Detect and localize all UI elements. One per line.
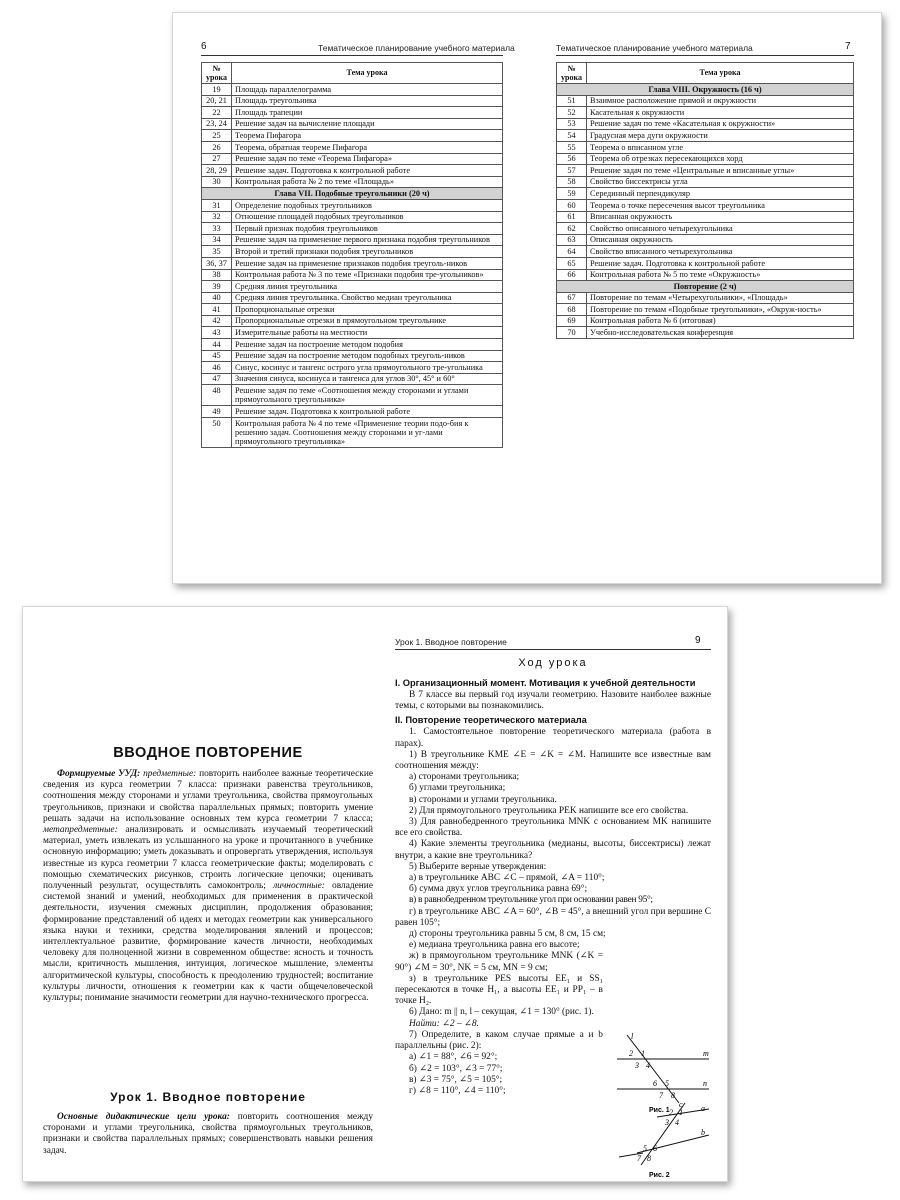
task-1-5h: з) в треугольнике PES высоты EE₁ и SS₁ пересекаются в точке H₁, а высоты EE₁ и PP₁ – в точке H₂. bbox=[395, 973, 603, 1007]
uud-label: Формируемые УУД: bbox=[57, 769, 141, 779]
table-row bbox=[202, 418, 503, 448]
lesson-topic: Контрольная работа № 3 по теме «Признаки подобия тре-угольников» bbox=[232, 269, 503, 281]
chapter-heading: Повторение (2 ч) bbox=[557, 281, 854, 293]
chapter-row bbox=[557, 281, 854, 293]
task-1-5b: б) сумма двух углов треугольника равна 69°; bbox=[409, 884, 588, 895]
task-1-5e: д) стороны треугольника равны 5 см, 8 см, 15 см; bbox=[409, 929, 606, 940]
task-1-5c: в) в равнобедренном треугольнике угол при основании равен 95°; bbox=[409, 895, 653, 906]
section-1-text: В 7 классе вы первый год изучали геометрию. Назовите наиболее важные темы, с которыми вы познакомились. bbox=[395, 690, 711, 712]
angle-1: 1 bbox=[679, 1108, 683, 1117]
personal-text: овладение системой знаний и умений, необходимых для применения в практической деятельности, изучения смежных дисциплин, продолжения образования; формирование представлений об идеях и методах геометрии как универсального языка науки и техники, средства моделирования явлений и процессов; интеллектуальное развитие, формирование качеств личности, необходимых человеку для полноценной жизни в современном обществе: ясность и точность мысли, критичность мышления, интуиция, логическое мышление, элементы алгоритмической культуры, способность к преодолению трудностей; воспитание культуры личности, отношения к геометрии как к части общечеловеческой культуры; понимание значимости геометрии для научно-технического прогресса. bbox=[43, 881, 373, 1004]
chapter-heading: Глава VIII. Окружность (16 ч) bbox=[557, 84, 854, 96]
lesson-number: 70 bbox=[557, 327, 587, 339]
running-header-right: Тематическое планирование учебного материала bbox=[556, 43, 753, 53]
table-row bbox=[202, 95, 503, 107]
lesson-topic: Решение задач. Подготовка к контрольной работе bbox=[232, 165, 503, 177]
table-row bbox=[557, 95, 854, 107]
lesson-number: 64 bbox=[557, 246, 587, 258]
lesson-number: 22 bbox=[202, 107, 232, 119]
angle-3: 3 bbox=[635, 1061, 639, 1070]
goals-label: Основные дидактические цели урока: bbox=[57, 1112, 230, 1122]
angle-4: 4 bbox=[646, 1061, 650, 1070]
lesson-topic: Решение задач. Подготовка к контрольной работе bbox=[587, 257, 854, 269]
label-a: a bbox=[701, 1104, 705, 1113]
lesson-topic: Синус, косинус и тангенс острого угла прямоугольного тре-угольника bbox=[232, 362, 503, 374]
angle-4: 4 bbox=[675, 1118, 679, 1127]
lesson-topic: Измерительные работы на местности bbox=[232, 327, 503, 339]
lesson-number: 67 bbox=[557, 292, 587, 304]
task-1-1c: в) сторонами и углами треугольника. bbox=[409, 794, 557, 805]
task-1: 1. Самостоятельное повторение теоретического материала (работа в парах). bbox=[395, 727, 711, 749]
table-row bbox=[557, 211, 854, 223]
lesson-number: 34 bbox=[202, 234, 232, 246]
lesson-topic: Свойство описанного четырехугольника bbox=[587, 223, 854, 235]
table-row bbox=[202, 199, 503, 211]
lesson-number: 27 bbox=[202, 153, 232, 165]
table-row bbox=[557, 165, 854, 177]
running-header-lesson: Урок 1. Вводное повторение bbox=[395, 637, 507, 647]
task-1-7b: б) ∠2 = 103°, ∠3 = 77°; bbox=[409, 1063, 503, 1074]
lesson-number: 46 bbox=[202, 362, 232, 374]
task-1-1b: б) углами треугольника; bbox=[409, 783, 506, 794]
running-header-left: Тематическое планирование учебного материала bbox=[318, 43, 515, 53]
label-m: m bbox=[703, 1049, 709, 1058]
table-row bbox=[557, 292, 854, 304]
lesson-topic: Решение задач на применение признаков подобия треуголь-ников bbox=[232, 257, 503, 269]
table-row bbox=[202, 234, 503, 246]
header-rule bbox=[395, 649, 711, 650]
lesson-topic: Решение задач на вычисление площади bbox=[232, 118, 503, 130]
angle-5: 5 bbox=[643, 1144, 647, 1153]
lesson-topic: Контрольная работа № 5 по теме «Окружность» bbox=[587, 269, 854, 281]
lesson-topic: Вписанная окружность bbox=[587, 211, 854, 223]
chapter-heading: Глава VII. Подобные треугольники (20 ч) bbox=[202, 188, 503, 200]
lesson-topic: Свойство вписанного четырехугольника bbox=[587, 246, 854, 258]
lesson-number: 66 bbox=[557, 269, 587, 281]
lesson-topic: Решение задач по теме «Соотношения между сторонами и углами прямоугольного треугольника» bbox=[232, 385, 503, 406]
table-row bbox=[557, 327, 854, 339]
lesson-number: 31 bbox=[202, 199, 232, 211]
task-1-5: 5) Выберите верные утверждения: bbox=[409, 861, 547, 872]
table-row bbox=[202, 257, 503, 269]
lesson-topic: Теорема о точке пересечения высот треугольника bbox=[587, 199, 854, 211]
lesson-topic: Решение задач на применение первого признака подобия треугольников bbox=[232, 234, 503, 246]
table-row bbox=[557, 188, 854, 200]
lesson-topic: Площадь трапеции bbox=[232, 107, 503, 119]
lesson-number: 26 bbox=[202, 141, 232, 153]
chapter-row bbox=[202, 188, 503, 200]
lesson-topic: Касательная к окружности bbox=[587, 107, 854, 119]
table-row bbox=[557, 199, 854, 211]
table-row bbox=[202, 211, 503, 223]
table-row bbox=[202, 406, 503, 418]
column-header-topic: Тема урока bbox=[587, 63, 854, 84]
task-1-6-find: Найти: ∠2 – ∠8. bbox=[409, 1018, 479, 1029]
lesson-topic: Повторение по темам «Четырехугольники», «Площадь» bbox=[587, 292, 854, 304]
column-header-topic: Тема урока bbox=[232, 63, 503, 84]
lesson-number: 33 bbox=[202, 223, 232, 235]
table-row bbox=[557, 153, 854, 165]
lesson-topic: Описанная окружность bbox=[587, 234, 854, 246]
table-row bbox=[202, 315, 503, 327]
lesson-topic: Второй и третий признаки подобия треугольников bbox=[232, 246, 503, 258]
task-1-1: 1) В треугольнике KME ∠E = ∠K = ∠M. Напишите все известные вам соотношения между: bbox=[395, 749, 711, 772]
label-n: n bbox=[703, 1079, 707, 1088]
goals-text: повторить соотношения между сторонами и углами треугольника, свойства прямоугольных треугольников, признаки и свойства параллельных прямых; совершенствовать навыки решения задач. bbox=[43, 1112, 374, 1156]
angle-7: 7 bbox=[637, 1154, 641, 1163]
lesson-number: 52 bbox=[557, 107, 587, 119]
lesson-topic: Решение задач. Подготовка к контрольной работе bbox=[232, 406, 503, 418]
meta-label: метапредметные: bbox=[43, 825, 118, 836]
table-row bbox=[557, 130, 854, 142]
lesson-topic: Отношение площадей подобных треугольников bbox=[232, 211, 503, 223]
lesson-topic: Первый признак подобия треугольников bbox=[232, 223, 503, 235]
angle-5: 5 bbox=[665, 1079, 669, 1088]
table-row bbox=[557, 118, 854, 130]
task-1-7c: в) ∠3 = 75°, ∠5 = 105°; bbox=[409, 1074, 503, 1085]
header-rule-right bbox=[556, 55, 854, 56]
label-c: c bbox=[679, 1101, 683, 1109]
label-b: b bbox=[701, 1128, 705, 1137]
table-row bbox=[557, 223, 854, 235]
lesson-number: 58 bbox=[557, 176, 587, 188]
task-1-6: 6) Дано: m || n, l – секущая, ∠1 = 130° (рис. 1). bbox=[409, 1007, 594, 1018]
page-number-9: 9 bbox=[695, 635, 701, 646]
table-row bbox=[202, 281, 503, 293]
angle-1: 1 bbox=[641, 1049, 645, 1058]
lesson-topic: Серединный перпендикуляр bbox=[587, 188, 854, 200]
lesson-number: 40 bbox=[202, 292, 232, 304]
personal-label: личностные: bbox=[273, 881, 325, 892]
lesson-number: 45 bbox=[202, 350, 232, 362]
course-title: Ход урока bbox=[518, 657, 588, 669]
lesson-number: 48 bbox=[202, 385, 232, 406]
subject-label: предметные: bbox=[143, 769, 197, 779]
table-row bbox=[202, 246, 503, 258]
lesson-topic: Решение задач по теме «Центральные и вписанные углы» bbox=[587, 165, 854, 177]
lesson-topic: Пропорциональные отрезки в прямоугольном треугольнике bbox=[232, 315, 503, 327]
label-l: l bbox=[631, 1032, 634, 1041]
section-2-heading: II. Повторение теоретического материала bbox=[395, 715, 587, 726]
lesson-plan-table-left bbox=[201, 62, 503, 448]
lesson-number: 32 bbox=[202, 211, 232, 223]
lesson-title: Урок 1. Вводное повторение bbox=[110, 1090, 306, 1104]
task-1-7d: г) ∠8 = 110°, ∠4 = 110°; bbox=[409, 1085, 506, 1096]
table-row bbox=[557, 315, 854, 327]
task-1-2: 2) Для прямоугольного треугольника PEK напишите все его свойства. bbox=[409, 805, 689, 816]
table-row bbox=[202, 292, 503, 304]
angle-6: 6 bbox=[653, 1144, 657, 1153]
lesson-number: 49 bbox=[202, 406, 232, 418]
table-row bbox=[202, 304, 503, 316]
task-1-1a: а) сторонами треугольника; bbox=[409, 772, 520, 783]
table-row bbox=[557, 257, 854, 269]
lesson-topic: Решение задач по теме «Касательная к окружности» bbox=[587, 118, 854, 130]
lesson-topic: Взаимное расположение прямой и окружности bbox=[587, 95, 854, 107]
intro-title: ВВОДНОЕ ПОВТОРЕНИЕ bbox=[113, 745, 303, 761]
uud-block bbox=[43, 769, 373, 1004]
lesson-number: 19 bbox=[202, 84, 232, 96]
angle-8: 8 bbox=[671, 1091, 675, 1100]
line-b bbox=[637, 1135, 709, 1153]
lesson-number: 43 bbox=[202, 327, 232, 339]
table-row bbox=[202, 223, 503, 235]
angle-6: 6 bbox=[653, 1079, 657, 1088]
header-rule-left bbox=[201, 55, 503, 56]
lesson-topic: Средняя линия треугольника. Свойство медиан треугольника bbox=[232, 292, 503, 304]
lesson-number: 56 bbox=[557, 153, 587, 165]
table-row bbox=[202, 373, 503, 385]
lesson-topic: Определение подобных треугольников bbox=[232, 199, 503, 211]
lesson-number: 54 bbox=[557, 130, 587, 142]
task-1-3: 3) Для равнобедренного треугольника MNK с основанием MK напишите все его свойства. bbox=[395, 817, 711, 839]
lesson-number: 25 bbox=[202, 130, 232, 142]
goals-block bbox=[43, 1112, 373, 1157]
table-row bbox=[557, 246, 854, 258]
meta-text: анализировать и осмысливать изучаемый теоретический материал, уметь извлекать из услышанного на уроке и прочитанного в учебнике основную информацию; уметь доказывать и опровергать утверждения, используя известные из курса геометрии 7 класса геометрические факты; моделировать с помощью схематических рисунков, строить логические цепочки; оценивать полученный результат, осуществлять самоконтроль; bbox=[43, 825, 373, 892]
table-row bbox=[202, 362, 503, 374]
lesson-number: 23, 24 bbox=[202, 118, 232, 130]
task-1-7: 7) Определите, в каком случае прямые a и b параллельны (рис. 2): bbox=[395, 1029, 603, 1052]
table-row bbox=[557, 304, 854, 316]
table-row bbox=[202, 269, 503, 281]
angle-7: 7 bbox=[659, 1091, 663, 1100]
figure-1-caption: Рис. 1 bbox=[649, 1107, 670, 1114]
section-1-heading: I. Организационный момент. Мотивация к учебной деятельности bbox=[395, 678, 696, 688]
lesson-topic: Теорема Пифагора bbox=[232, 130, 503, 142]
table-row bbox=[202, 84, 503, 96]
subject-text: повторить наиболее важные теоретические сведения из курса геометрии 7 класса: признаки равенства треугольников, соотношения между сторонами и углами треугольника, свойства прямоугольных треугольников, признаки и свойства параллельных прямых; повторить умение решать задачи на использование основных тем курса геометрии 7 класса; bbox=[43, 769, 374, 824]
table-row bbox=[202, 327, 503, 339]
lesson-topic: Градусная мера дуги окружности bbox=[587, 130, 854, 142]
lesson-number: 35 bbox=[202, 246, 232, 258]
lesson-number: 60 bbox=[557, 199, 587, 211]
angle-2: 2 bbox=[669, 1108, 673, 1117]
lesson-topic: Решение задач на построение методом подобия bbox=[232, 339, 503, 351]
page-number-left: 6 bbox=[201, 41, 207, 52]
lesson-topic: Контрольная работа № 2 по теме «Площадь» bbox=[232, 176, 503, 188]
lesson-number: 36, 37 bbox=[202, 257, 232, 269]
lesson-topic: Решение задач по теме «Теорема Пифагора» bbox=[232, 153, 503, 165]
task-1-5d: г) в треугольнике ABC ∠A = 60°, ∠B = 45°, а внешний угол при вершине C равен 105°; bbox=[395, 906, 711, 928]
lesson-number: 30 bbox=[202, 176, 232, 188]
lesson-number: 55 bbox=[557, 141, 587, 153]
lesson-number: 42 bbox=[202, 315, 232, 327]
task-1-4: 4) Какие элементы треугольника (медианы, высоты, биссектрисы) лежат внутри, а какие вне треугольника? bbox=[395, 839, 711, 861]
table-row bbox=[557, 234, 854, 246]
lesson-number: 62 bbox=[557, 223, 587, 235]
table-row bbox=[202, 339, 503, 351]
lesson-number: 57 bbox=[557, 165, 587, 177]
table-row bbox=[202, 165, 503, 177]
figure-2 bbox=[613, 1101, 713, 1181]
lesson-topic: Учебно-исследовательская конференция bbox=[587, 327, 854, 339]
table-row bbox=[202, 130, 503, 142]
top-spread bbox=[172, 12, 882, 584]
table-row bbox=[557, 269, 854, 281]
angle-2: 2 bbox=[629, 1049, 633, 1058]
lesson-number: 28, 29 bbox=[202, 165, 232, 177]
lesson-number: 39 bbox=[202, 281, 232, 293]
lesson-number: 61 bbox=[557, 211, 587, 223]
lesson-topic: Свойство биссектрисы угла bbox=[587, 176, 854, 188]
lesson-plan-table-right bbox=[556, 62, 854, 339]
table-row bbox=[557, 141, 854, 153]
lesson-topic: Теорема об отрезках пересекающихся хорд bbox=[587, 153, 854, 165]
lesson-number: 50 bbox=[202, 418, 232, 448]
angle-8: 8 bbox=[647, 1154, 651, 1163]
table-row bbox=[202, 141, 503, 153]
chapter-row bbox=[557, 84, 854, 96]
lesson-number: 68 bbox=[557, 304, 587, 316]
lesson-number: 69 bbox=[557, 315, 587, 327]
table-row bbox=[202, 350, 503, 362]
task-1-7a: а) ∠1 = 88°, ∠6 = 92°; bbox=[409, 1052, 498, 1063]
bottom-spread bbox=[22, 606, 728, 1182]
lesson-number: 44 bbox=[202, 339, 232, 351]
lesson-topic: Теорема, обратная теореме Пифагора bbox=[232, 141, 503, 153]
lesson-number: 51 bbox=[557, 95, 587, 107]
figure-2-caption: Рис. 2 bbox=[649, 1172, 670, 1179]
lesson-number: 41 bbox=[202, 304, 232, 316]
page-number-right: 7 bbox=[845, 41, 851, 52]
lesson-number: 59 bbox=[557, 188, 587, 200]
angle-3: 3 bbox=[665, 1118, 669, 1127]
task-1-5g: ж) в прямоугольном треугольнике MNK (∠K = 90°) ∠M = 30°, NK = 5 см, MN = 9 см; bbox=[395, 951, 603, 973]
table-row bbox=[557, 107, 854, 119]
table-row bbox=[202, 107, 503, 119]
lesson-topic: Контрольная работа № 4 по теме «Применение теории подо-бия к решению задач. Соотношения между сторонами и уг-лами прямоугольного треугольника» bbox=[232, 418, 503, 448]
lesson-number: 63 bbox=[557, 234, 587, 246]
table-row bbox=[202, 118, 503, 130]
column-header-number: № урока bbox=[557, 63, 587, 84]
lesson-topic: Повторение по темам «Подобные треугольники», «Окруж-ность» bbox=[587, 304, 854, 316]
table-row bbox=[202, 176, 503, 188]
task-1-5f: е) медиана треугольника равна его высоте; bbox=[409, 940, 580, 951]
lesson-topic: Площадь параллелограмма bbox=[232, 84, 503, 96]
lesson-topic: Теорема о вписанном угле bbox=[587, 141, 854, 153]
lesson-number: 53 bbox=[557, 118, 587, 130]
table-row bbox=[557, 176, 854, 188]
task-1-5a: а) в треугольнике ABC ∠C – прямой, ∠A = 110°; bbox=[409, 873, 605, 884]
lesson-topic: Значения синуса, косинуса и тангенса для углов 30°, 45° и 60° bbox=[232, 373, 503, 385]
lesson-number: 65 bbox=[557, 257, 587, 269]
lesson-topic: Пропорциональные отрезки bbox=[232, 304, 503, 316]
table-row bbox=[202, 153, 503, 165]
lesson-topic: Решение задач на построение методом подобных треуголь-ников bbox=[232, 350, 503, 362]
table-row bbox=[202, 385, 503, 406]
lesson-topic: Контрольная работа № 6 (итоговая) bbox=[587, 315, 854, 327]
lesson-number: 20, 21 bbox=[202, 95, 232, 107]
lesson-number: 38 bbox=[202, 269, 232, 281]
lesson-topic: Средняя линия треугольника bbox=[232, 281, 503, 293]
column-header-number: № урока bbox=[202, 63, 232, 84]
lesson-number: 47 bbox=[202, 373, 232, 385]
lesson-topic: Площадь треугольника bbox=[232, 95, 503, 107]
